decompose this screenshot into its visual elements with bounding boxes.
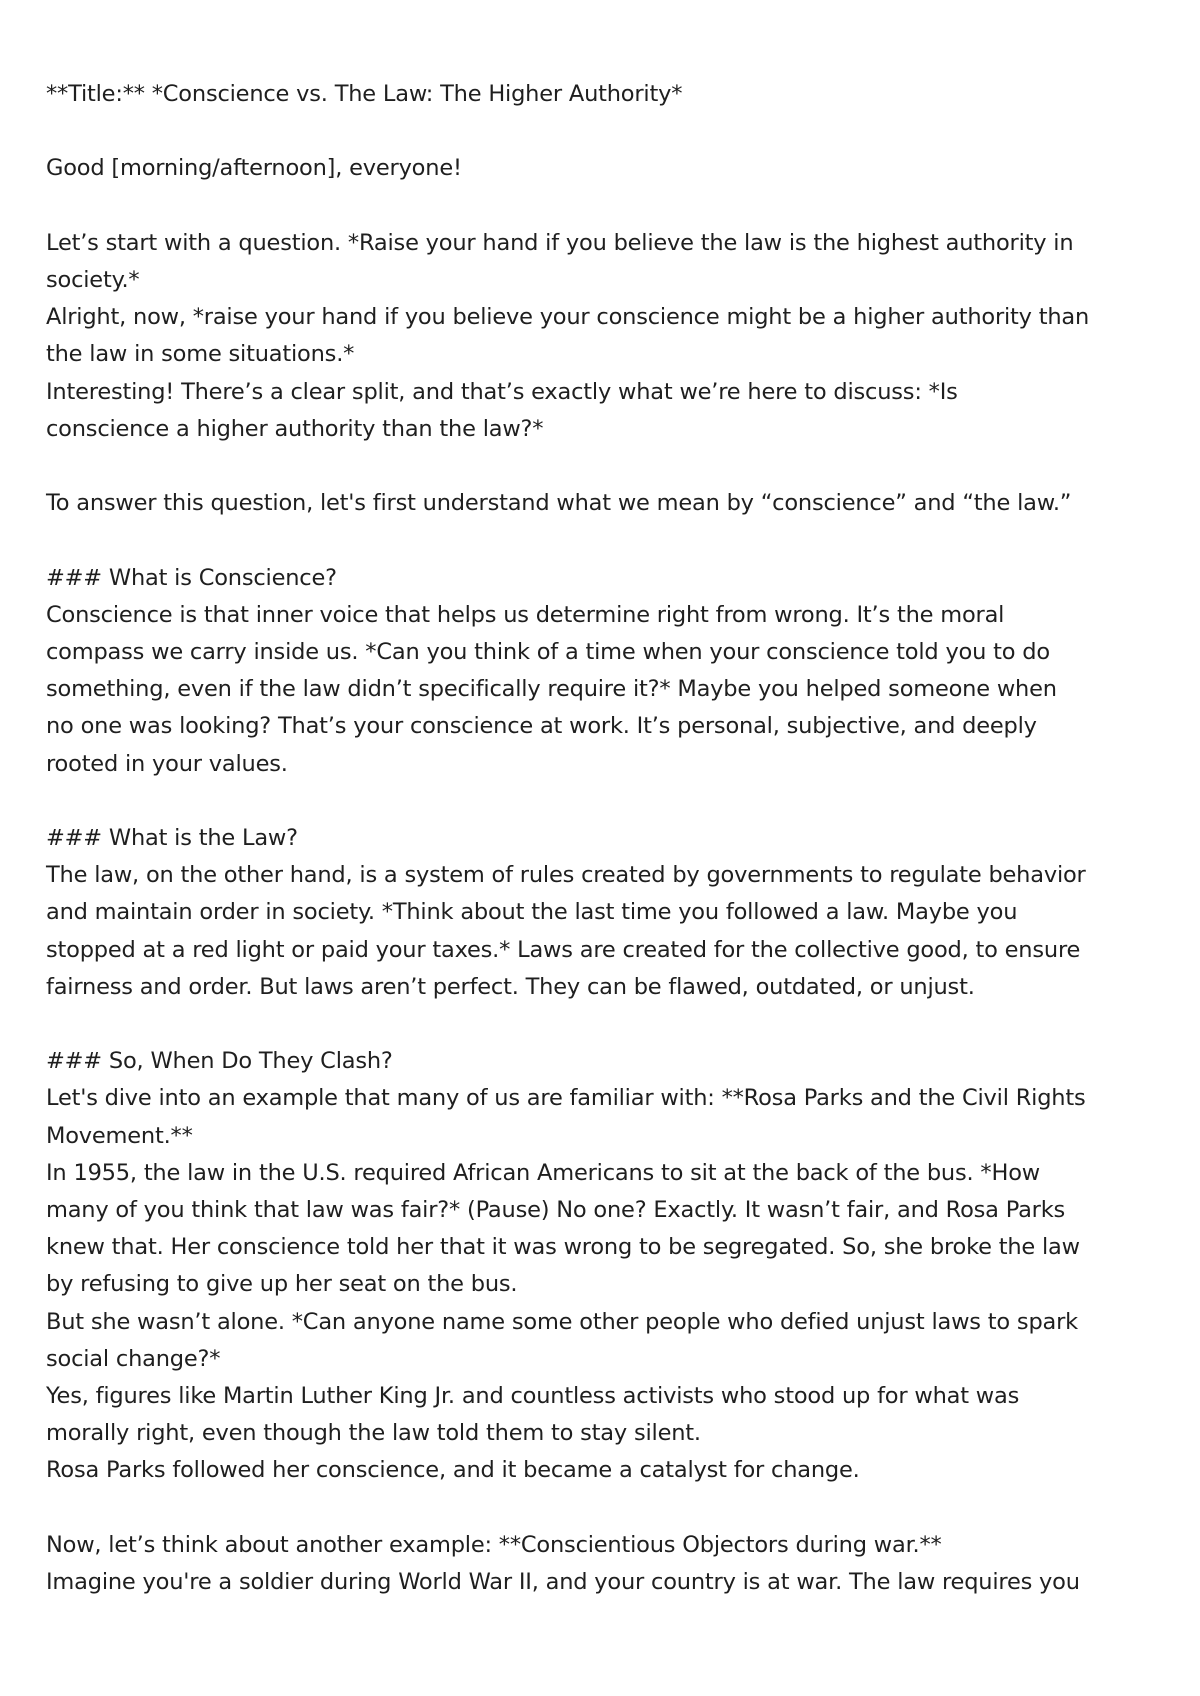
clash-line: morally right, even though the law told them to stay silent.	[46, 1420, 701, 1447]
blank-line	[46, 1490, 1166, 1527]
blank-line	[46, 113, 1166, 150]
intro-line: Let’s start with a question. *Raise your hand if you believe the law is the highest authority in	[46, 229, 1074, 256]
clash-line: knew that. Her conscience told her that it was wrong to be segregated. So, she broke the law	[46, 1234, 1080, 1261]
clash-line: social change?*	[46, 1345, 221, 1372]
blank-line	[46, 448, 1166, 485]
clash-line: by refusing to give up her seat on the bus.	[46, 1271, 518, 1298]
blank-line	[46, 522, 1166, 559]
greeting: Good [morning/afternoon], everyone!	[46, 155, 462, 182]
law-line: The law, on the other hand, is a system of rules created by governments to regulate behavior	[46, 862, 1086, 889]
clash-line: many of you think that law was fair?* (Pause) No one? Exactly. It wasn’t fair, and Rosa Parks	[46, 1197, 1066, 1223]
document-page	[46, 76, 1166, 1601]
section-heading-conscience: ### What is Conscience?	[46, 564, 337, 591]
blank-line	[46, 783, 1166, 820]
conscience-line: Conscience is that inner voice that helps us determine right from wrong. It’s the moral	[46, 601, 1005, 628]
clash-line: Let's dive into an example that many of us are familiar with: **Rosa Parks and the Civil Rights	[46, 1085, 1086, 1112]
conscience-line: rooted in your values.	[46, 750, 288, 777]
transition-line: To answer this question, let's first understand what we mean by “conscience” and “the law.”	[46, 490, 1072, 517]
blank-line	[46, 1006, 1166, 1043]
law-line: and maintain order in society. *Think about the last time you followed a law. Maybe you	[46, 899, 1018, 926]
conscience-line: something, even if the law didn’t specifically require it?* Maybe you helped someone when	[46, 676, 1057, 703]
conscience-line: compass we carry inside us. *Can you think of a time when your conscience told you to do	[46, 638, 1050, 665]
closing-line: Now, let’s think about another example: **Conscientious Objectors during war.**	[46, 1531, 942, 1558]
section-heading-law: ### What is the Law?	[46, 824, 298, 851]
clash-line: Yes, figures like Martin Luther King Jr. and countless activists who stood up for what was	[46, 1383, 1020, 1410]
intro-line: society.*	[46, 266, 140, 293]
intro-line: Alright, now, *raise your hand if you believe your conscience might be a higher authority than	[46, 304, 1090, 331]
law-line: fairness and order. But laws aren’t perfect. They can be flawed, outdated, or unjust.	[46, 973, 975, 1000]
title-line: **Title:** *Conscience vs. The Law: The Higher Authority*	[46, 81, 683, 107]
intro-line: conscience a higher authority than the law?*	[46, 415, 544, 442]
section-heading-clash: ### So, When Do They Clash?	[46, 1048, 393, 1075]
closing-line: Imagine you're a soldier during World War II, and your country is at war. The law requires you	[46, 1569, 1080, 1596]
clash-line: Movement.**	[46, 1122, 193, 1149]
clash-line: In 1955, the law in the U.S. required African Americans to sit at the back of the bus. *How	[46, 1159, 1040, 1186]
blank-line	[46, 188, 1166, 225]
conscience-line: no one was looking? That’s your conscience at work. It’s personal, subjective, and deeply	[46, 713, 1037, 740]
law-line: stopped at a red light or paid your taxes.* Laws are created for the collective good, to ensure	[46, 936, 1081, 963]
intro-line: the law in some situations.*	[46, 341, 355, 368]
clash-line: But she wasn’t alone. *Can anyone name some other people who defied unjust laws to spark	[46, 1308, 1078, 1335]
intro-line: Interesting! There’s a clear split, and that’s exactly what we’re here to discuss: *Is	[46, 378, 958, 405]
clash-line: Rosa Parks followed her conscience, and it became a catalyst for change.	[46, 1457, 860, 1484]
